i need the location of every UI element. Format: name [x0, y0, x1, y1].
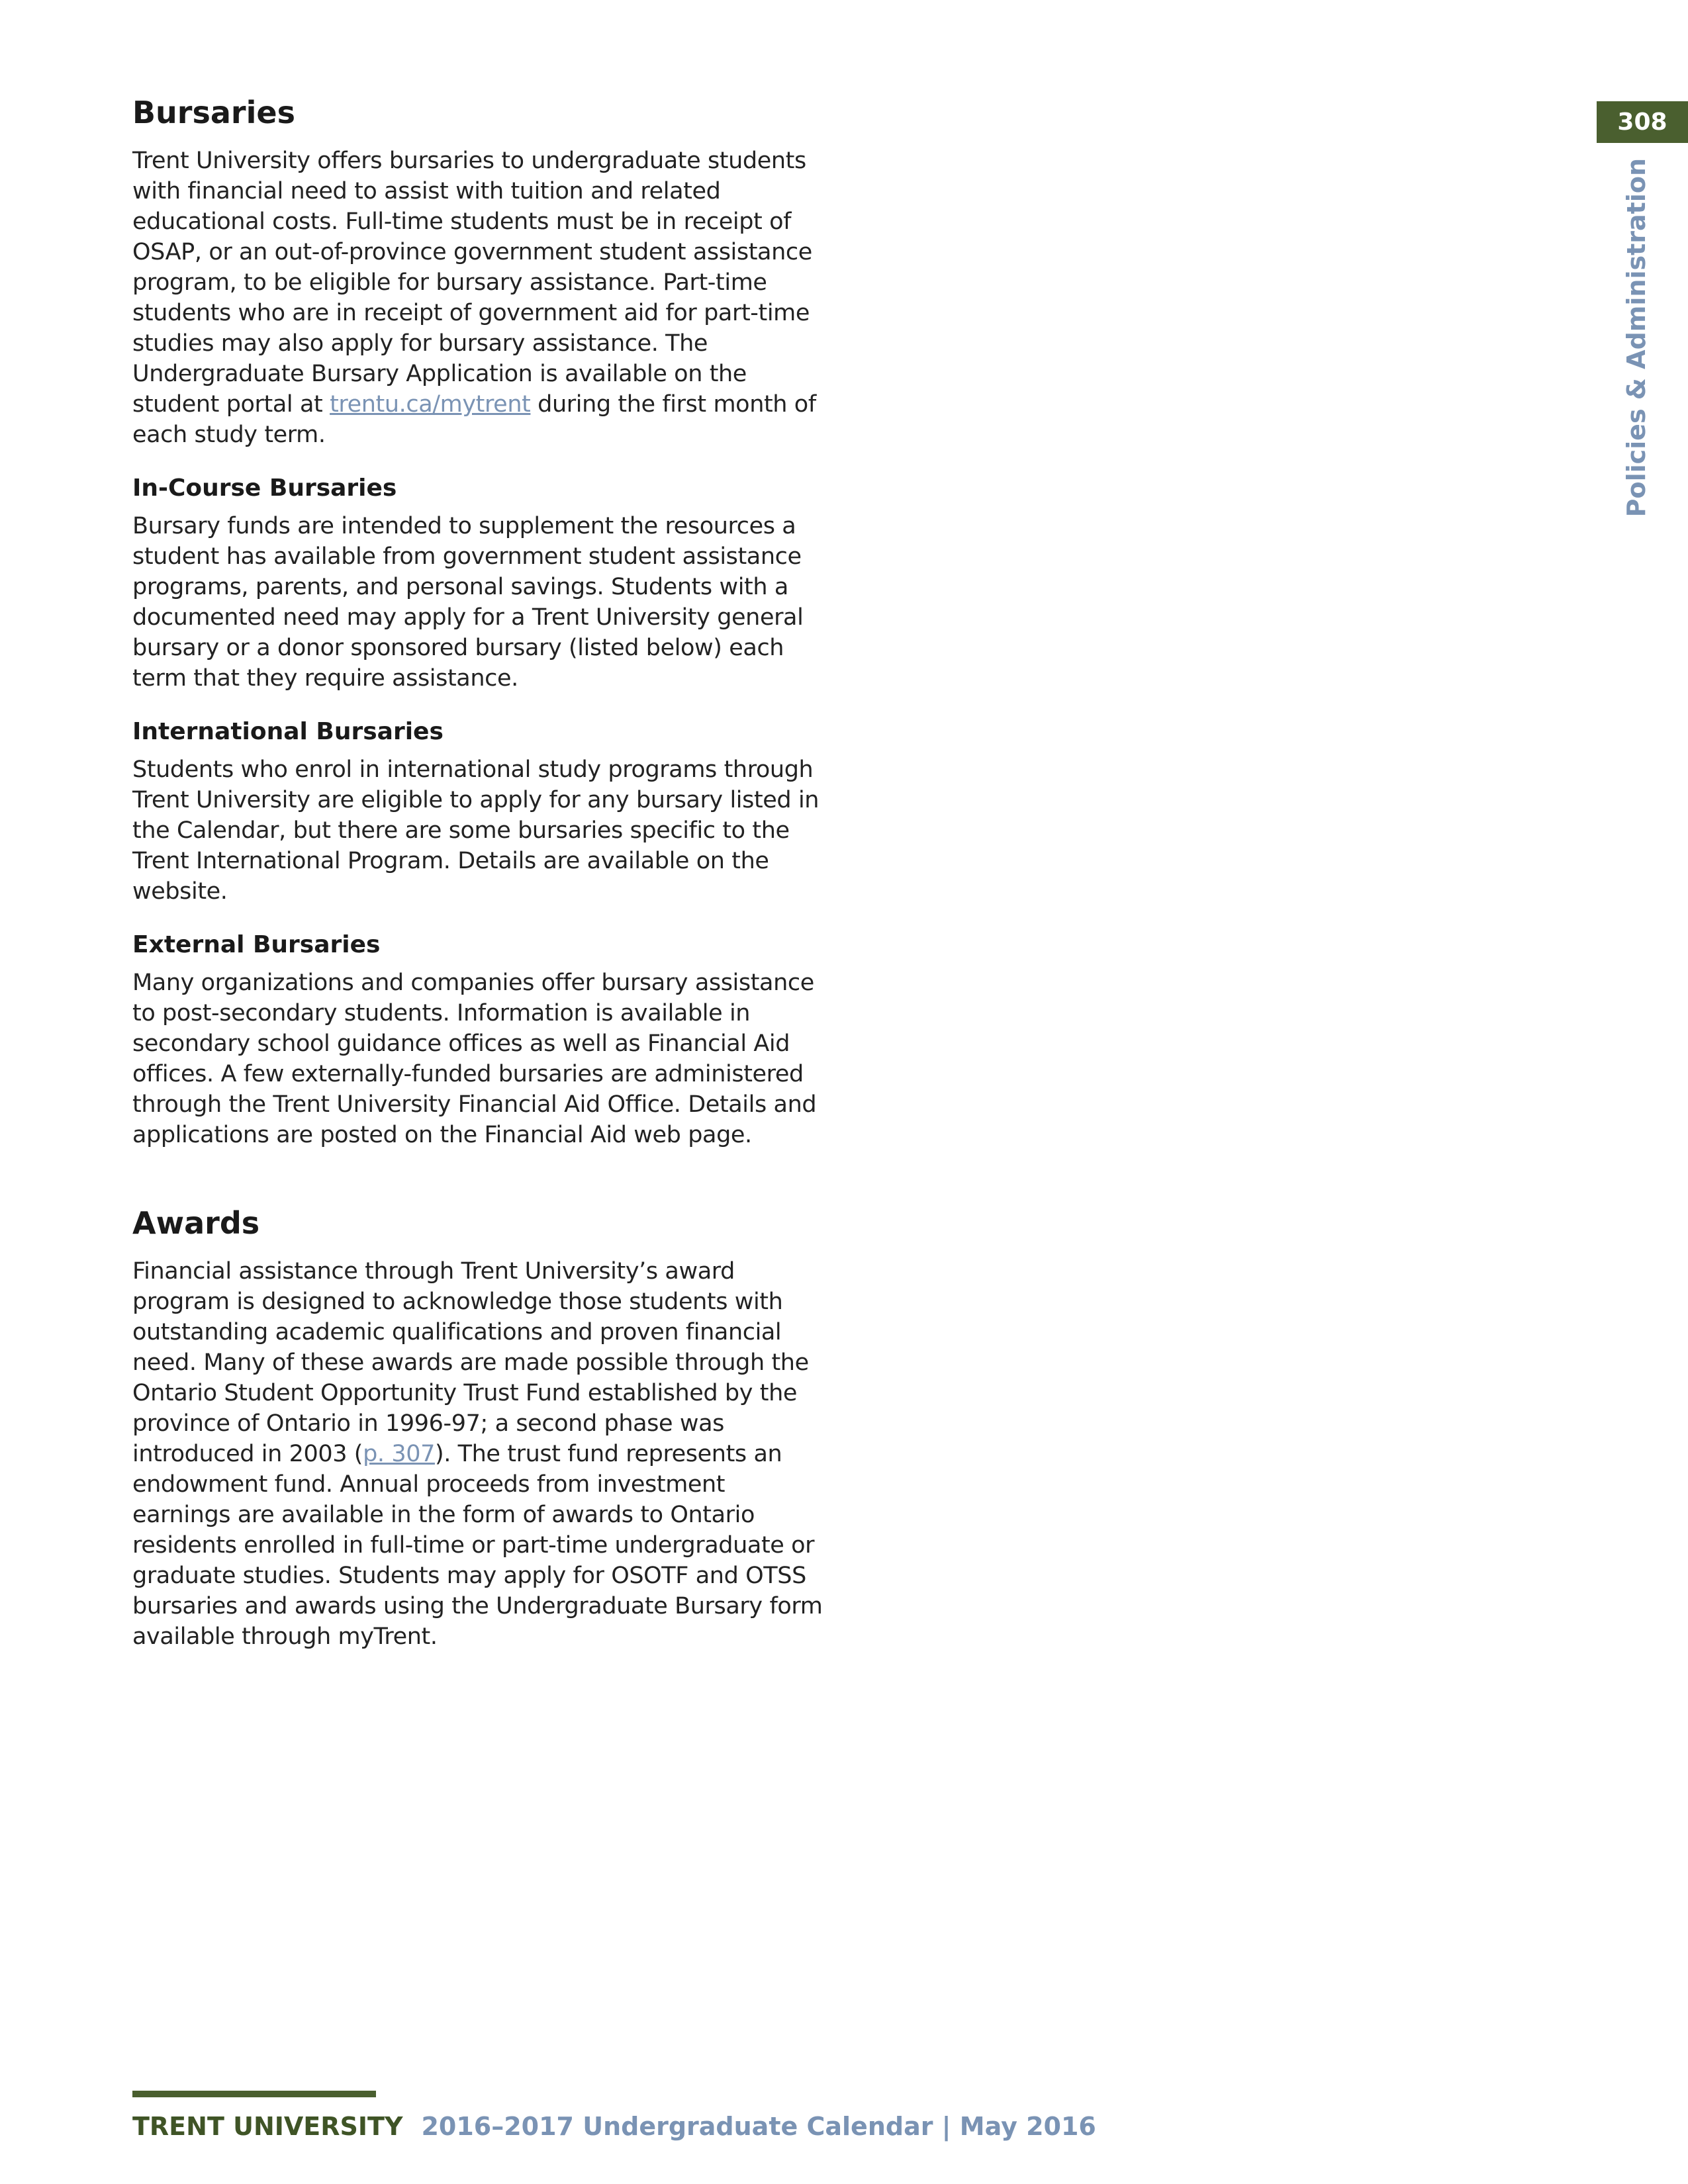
page-307-link[interactable]: p. 307 [363, 1441, 435, 1467]
bursaries-intro [132, 146, 827, 450]
section-side-tab [1613, 158, 1660, 518]
bursaries-intro-text: Trent University offers bursaries to undergraduate students with financial need to assist with tuition and related educational costs. Full-time students must be in receipt of OSAP, or an out-of-province government student assistance program, to be eligible for bursary assistance. Part-time students who are in receipt of government aid for part-time studies may also apply for bursary assistance. The Undergraduate Bursary Application is available on the student portal at [132, 148, 812, 418]
in-course-bursaries-text: Bursary funds are intended to supplement the resources a student has available from government student assistance programs, parents, and personal savings. Students with a documented need may apply for a Trent University general bursary or a donor sponsored bursary (listed below) each term that they require assistance. [132, 513, 804, 692]
awards-heading: Awards [132, 1205, 260, 1241]
footer-university-name: TRENT UNIVERSITY [132, 2112, 403, 2141]
side-tab-label: Policies & Administration [1622, 158, 1651, 518]
awards-text-start: Financial assistance through Trent University’s award program is designed to acknowledge those students with outstanding academic qualifications and proven financial need. Many of these awards are made possible through the Ontario Student Opportunity Trust Fund established by the province of Ontario in 1996-97; a second phase was introduced in 2003 ( [132, 1258, 809, 1467]
page-number: 308 [1597, 101, 1688, 143]
external-bursaries-text: Many organizations and companies offer bursary assistance to post-secondary students. Information is available in secondary school guidance offices as well as Financial Aid offices. A few externally-funded bursaries are administered through the Trent University Financial Aid Office. Details and applications are posted on the Financial Aid web page. [132, 970, 817, 1148]
awards-text-end: ). The trust fund represents an endowment fund. Annual proceeds from investment earnings are available in the form of awards to Ontario residents enrolled in full-time or part-time undergraduate or graduate studies. Students may apply for OSOTF and OTSS bursaries and awards using the Undergraduate Bursary form available through myTrent. [132, 1441, 823, 1650]
footer-publication: 2016–2017 Undergraduate Calendar | May 2016 [421, 2112, 1096, 2141]
bursaries-intro-text-end: during the first month of each study term. [132, 391, 816, 448]
awards-text [132, 1256, 827, 1652]
international-bursaries-heading: International Bursaries [132, 718, 444, 745]
main-content [132, 93, 827, 1652]
bursaries-heading: Bursaries [132, 95, 295, 130]
external-bursaries-heading: External Bursaries [132, 931, 381, 958]
international-bursaries-text: Students who enrol in international study programs through Trent University are eligible to apply for any bursary listed in the Calendar, but there are some bursaries specific to the Trent International Program. Details are available on the website. [132, 756, 820, 905]
mytrent-link[interactable]: trentu.ca/mytrent [330, 391, 531, 418]
in-course-bursaries-heading: In-Course Bursaries [132, 475, 397, 502]
footer-rule [132, 2091, 376, 2097]
footer [132, 2110, 1096, 2143]
